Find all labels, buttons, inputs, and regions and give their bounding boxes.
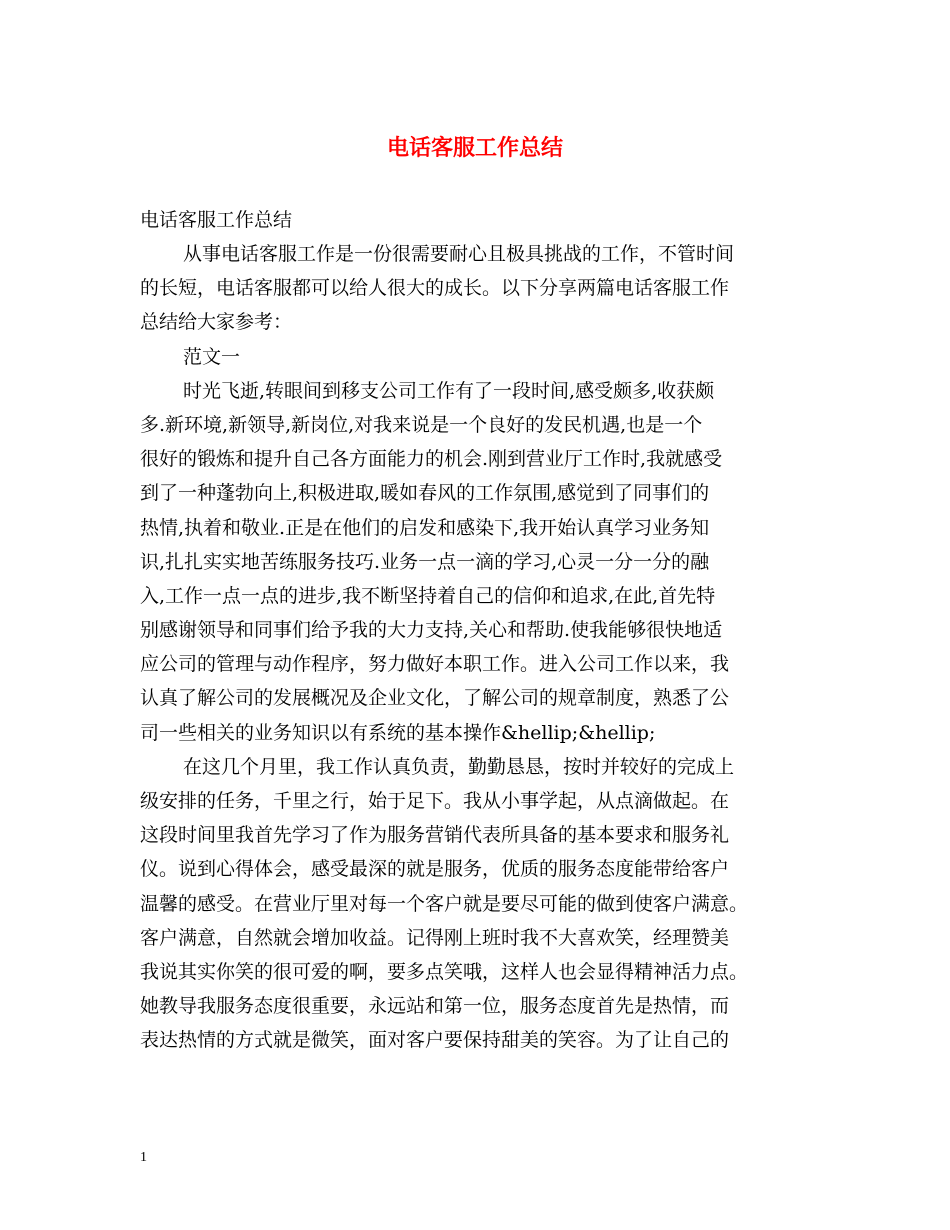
section-heading: 范文一 [183,345,241,368]
text-line: 认真了解公司的发展概况及企业文化，了解公司的规章制度，熟悉了公 [140,687,730,710]
document-subtitle: 电话客服工作总结 [140,209,293,231]
text-line: 应公司的管理与动作程序，努力做好本职工作。进入公司工作以来，我 [140,653,730,676]
text-line: 多.新环境,新领导,新岗位,对我来说是一个良好的发民机遇,也是一个 [140,413,703,436]
text-line: 总结给大家参考： [140,311,293,334]
document-title: 电话客服工作总结 [386,135,563,161]
document-body [140,237,824,1058]
text-line: 入,工作一点一点的进步,我不断坚持着自己的信仰和追求,在此,首先特 [140,584,716,607]
text-line: 温馨的感受。在营业厅里对每一个客户就是要尽可能的做到使客户满意。 [140,892,749,915]
text-line: 很好的锻炼和提升自己各方面能力的机会.刚到营业厅工作时,我就感受 [140,448,723,471]
text-line: 到了一种蓬勃向上,积极进取,暖如春风的工作氛围,感觉到了同事们的 [140,482,710,505]
text-line: 热情,执着和敬业.正是在他们的启发和感染下,我开始认真学习业务知 [140,516,710,539]
text-line: 仪。说到心得体会，感受最深的就是服务，优质的服务态度能带给客户 [140,858,730,881]
text-line: 时光飞逝,转眼间到移支公司工作有了一段时间,感受颇多,收获颇 [183,379,715,402]
text-line: 她教导我服务态度很重要，永远站和第一位，服务态度首先是热情，而 [140,995,730,1018]
text-line: 司一些相关的业务知识以有系统的基本操作&hellip;&hellip; [140,721,656,744]
text-line: 从事电话客服工作是一份很需要耐心且极具挑战的工作，不管时间 [183,243,735,265]
text-line: 我说其实你笑的很可爱的啊，要多点笑哦，这样人也会显得精神活力点。 [140,960,749,983]
text-line: 的长短，电话客服都可以给人很大的成长。以下分享两篇电话客服工作 [140,277,730,300]
text-line: 识,扎扎实实地苦练服务技巧.业务一点一滴的学习,心灵一分一分的融 [140,550,710,573]
text-line: 表达热情的方式就是微笑，面对客户要保持甜美的笑容。为了让自己的 [140,1029,730,1052]
text-line: 在这几个月里，我工作认真负责，勤勤恳恳，按时并较好的完成上 [183,755,735,778]
page-number: 1 [140,1150,147,1165]
text-line: 客户满意，自然就会增加收益。记得刚上班时我不大喜欢笑，经理赞美 [140,926,730,949]
text-line: 级安排的任务，千里之行，始于足下。我从小事学起，从点滴做起。在 [140,790,730,812]
text-line: 这段时间里我首先学习了作为服务营销代表所具备的基本要求和服务礼 [140,824,730,847]
text-line: 别感谢领导和同事们给予我的大力支持,关心和帮助.使我能够很快地适 [140,619,723,642]
